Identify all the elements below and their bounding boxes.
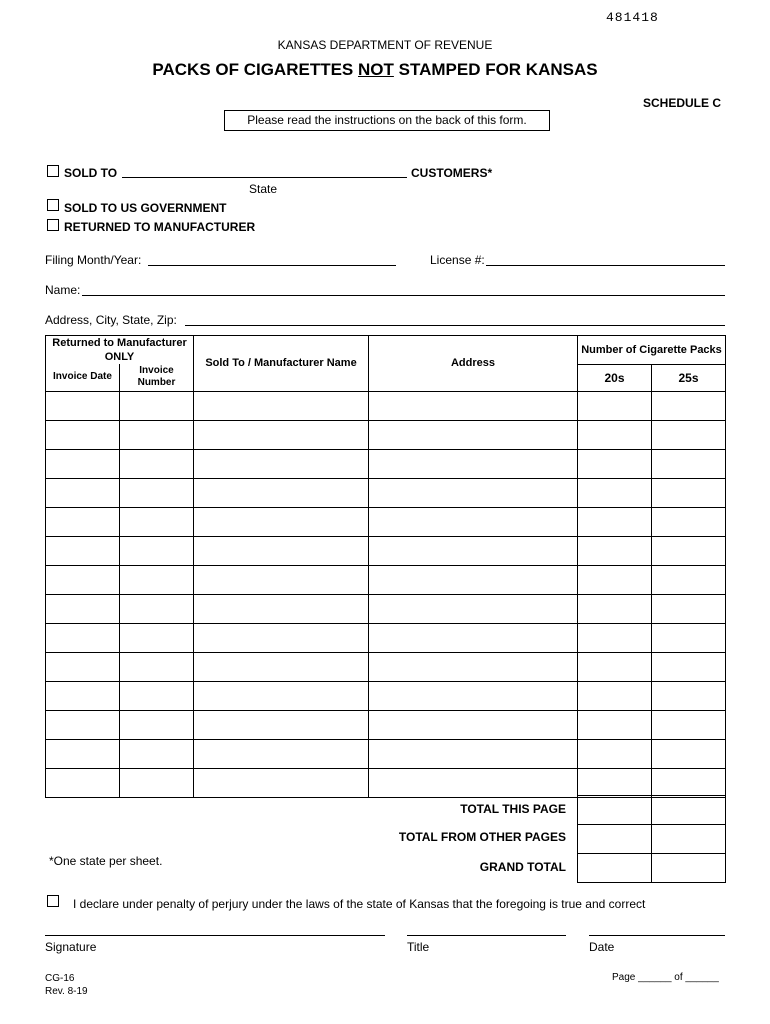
cell[interactable] — [578, 391, 652, 420]
cell[interactable] — [46, 681, 120, 710]
cell[interactable] — [652, 768, 726, 797]
form-title — [0, 60, 750, 80]
cell[interactable] — [652, 507, 726, 536]
table-row — [46, 449, 726, 478]
returned-to-manufacturer-label: RETURNED TO MANUFACTURER — [64, 220, 256, 234]
date-label: Date — [589, 940, 615, 954]
cell[interactable] — [578, 420, 652, 449]
cell[interactable] — [120, 681, 194, 710]
table-row — [46, 420, 726, 449]
page-indicator: Page ______ of ______ — [612, 972, 719, 983]
address-header: Address — [369, 336, 578, 392]
invoice-date-header: Invoice Date — [46, 364, 120, 391]
table-row — [46, 710, 726, 739]
cell[interactable] — [194, 710, 369, 739]
cell[interactable] — [578, 536, 652, 565]
cell[interactable] — [46, 565, 120, 594]
cell[interactable] — [652, 449, 726, 478]
signature-field[interactable] — [45, 935, 385, 936]
table-row — [46, 391, 726, 420]
total-other-pages-label: TOTAL FROM OTHER PAGES — [398, 830, 566, 844]
cell[interactable] — [120, 507, 194, 536]
cell[interactable] — [194, 449, 369, 478]
cell[interactable] — [652, 536, 726, 565]
customers-label: CUSTOMERS* — [411, 166, 493, 180]
cell[interactable] — [120, 449, 194, 478]
totals-table — [577, 795, 726, 883]
declaration-checkbox[interactable] — [47, 895, 59, 907]
address-field[interactable] — [185, 325, 725, 326]
cell[interactable] — [194, 391, 369, 420]
cell[interactable] — [46, 623, 120, 652]
cell[interactable] — [46, 594, 120, 623]
cell[interactable] — [194, 594, 369, 623]
cell[interactable] — [120, 536, 194, 565]
name-field[interactable] — [82, 295, 725, 296]
returned-header: Returned to Manufacturer ONLY — [46, 336, 194, 365]
table-row — [46, 594, 726, 623]
returned-to-manufacturer-checkbox[interactable] — [47, 219, 59, 231]
grand-total-label: GRAND TOTAL — [479, 860, 566, 874]
cell[interactable] — [369, 565, 578, 594]
cell[interactable] — [652, 710, 726, 739]
table-row — [46, 507, 726, 536]
sold-to-us-gov-label: SOLD TO US GOVERNMENT — [64, 201, 227, 215]
cell[interactable] — [369, 623, 578, 652]
cell[interactable] — [652, 478, 726, 507]
title-part2: STAMPED FOR KANSAS — [393, 60, 598, 79]
cell[interactable] — [46, 768, 120, 797]
form-number: CG-16 — [45, 973, 75, 984]
cell[interactable] — [369, 449, 578, 478]
table-row — [46, 681, 726, 710]
cell[interactable] — [652, 681, 726, 710]
cell[interactable] — [194, 420, 369, 449]
filing-month-year-label: Filing Month/Year: — [45, 253, 142, 267]
table-row — [46, 739, 726, 768]
date-field[interactable] — [589, 935, 725, 936]
sold-to-state-field[interactable] — [122, 177, 407, 178]
instructions-note: Please read the instructions on the back of this form. — [224, 110, 550, 131]
cell[interactable] — [46, 420, 120, 449]
cell[interactable] — [120, 623, 194, 652]
col-20s-header: 20s — [578, 364, 652, 391]
cell[interactable] — [120, 710, 194, 739]
cell[interactable] — [194, 739, 369, 768]
cell[interactable] — [120, 478, 194, 507]
license-field[interactable] — [486, 265, 725, 266]
cell[interactable] — [46, 449, 120, 478]
number-of-packs-header: Number of Cigarette Packs — [578, 336, 726, 365]
cell[interactable] — [120, 594, 194, 623]
cell[interactable] — [369, 391, 578, 420]
cell[interactable] — [369, 768, 578, 797]
department-name: KANSAS DEPARTMENT OF REVENUE — [277, 38, 493, 52]
sold-to-name-header: Sold To / Manufacturer Name — [194, 336, 369, 392]
cell[interactable] — [369, 710, 578, 739]
cell[interactable] — [369, 536, 578, 565]
cell[interactable] — [120, 565, 194, 594]
license-label: License #: — [430, 253, 485, 267]
cell[interactable] — [120, 420, 194, 449]
state-caption: State — [249, 182, 278, 196]
schedule-table — [45, 335, 726, 798]
title-label: Title — [407, 940, 430, 954]
cell[interactable] — [120, 739, 194, 768]
cell[interactable] — [369, 507, 578, 536]
cell[interactable] — [369, 681, 578, 710]
cell[interactable] — [194, 536, 369, 565]
cell[interactable] — [46, 739, 120, 768]
invoice-number-header: Invoice Number — [120, 364, 194, 391]
cell[interactable] — [578, 594, 652, 623]
cell[interactable] — [194, 507, 369, 536]
title-not: NOT — [358, 60, 394, 79]
total-this-page-25s[interactable] — [652, 796, 726, 825]
cell[interactable] — [46, 478, 120, 507]
cell[interactable] — [194, 681, 369, 710]
signature-label: Signature — [45, 940, 97, 954]
cell[interactable] — [578, 565, 652, 594]
address-label: Address, City, State, Zip: — [45, 313, 177, 327]
cell[interactable] — [578, 478, 652, 507]
cell[interactable] — [120, 391, 194, 420]
cell[interactable] — [369, 420, 578, 449]
sold-to-label: SOLD TO — [64, 166, 118, 180]
cell[interactable] — [578, 623, 652, 652]
grand-total-25s[interactable] — [652, 854, 726, 883]
schedule-label: SCHEDULE C — [643, 96, 722, 110]
total-other-pages-20s[interactable] — [578, 825, 652, 854]
total-this-page-20s[interactable] — [578, 796, 652, 825]
cell[interactable] — [194, 652, 369, 681]
cell[interactable] — [652, 652, 726, 681]
filing-month-year-field[interactable] — [148, 265, 396, 266]
cell[interactable] — [46, 507, 120, 536]
cell[interactable] — [369, 739, 578, 768]
cell[interactable] — [578, 449, 652, 478]
table-row — [46, 652, 726, 681]
col-25s-header: 25s — [652, 364, 726, 391]
name-label: Name: — [45, 283, 81, 297]
cell[interactable] — [578, 768, 652, 797]
cell[interactable] — [578, 681, 652, 710]
declaration-text: I declare under penalty of perjury under the laws of the state of Kansas that the foregoing is true and correct — [73, 897, 646, 911]
cell[interactable] — [194, 478, 369, 507]
cell[interactable] — [652, 594, 726, 623]
cell[interactable] — [578, 710, 652, 739]
table-row — [46, 768, 726, 797]
total-other-pages-25s[interactable] — [652, 825, 726, 854]
cell[interactable] — [194, 768, 369, 797]
cell[interactable] — [46, 536, 120, 565]
cell[interactable] — [369, 594, 578, 623]
cell[interactable] — [652, 623, 726, 652]
cell[interactable] — [652, 739, 726, 768]
table-row — [46, 478, 726, 507]
cell[interactable] — [578, 507, 652, 536]
total-this-page-label: TOTAL THIS PAGE — [460, 802, 566, 816]
revision: Rev. 8-19 — [45, 986, 88, 997]
title-field[interactable] — [407, 935, 566, 936]
cell[interactable] — [578, 652, 652, 681]
form-id: 481418 — [606, 10, 659, 25]
cell[interactable] — [46, 391, 120, 420]
footnote: *One state per sheet. — [49, 854, 163, 868]
cell[interactable] — [652, 565, 726, 594]
grand-total-20s[interactable] — [578, 854, 652, 883]
cell[interactable] — [120, 652, 194, 681]
sold-to-checkbox[interactable] — [47, 165, 59, 177]
table-row — [46, 536, 726, 565]
table-row — [46, 565, 726, 594]
cell[interactable] — [194, 623, 369, 652]
cell[interactable] — [46, 652, 120, 681]
cell[interactable] — [369, 652, 578, 681]
cell[interactable] — [120, 768, 194, 797]
cell[interactable] — [652, 391, 726, 420]
title-part1: PACKS OF CIGARETTES — [152, 60, 358, 79]
cell[interactable] — [578, 739, 652, 768]
sold-to-us-gov-checkbox[interactable] — [47, 199, 59, 211]
cell[interactable] — [46, 710, 120, 739]
table-row — [46, 623, 726, 652]
cell[interactable] — [652, 420, 726, 449]
cell[interactable] — [194, 565, 369, 594]
cell[interactable] — [369, 478, 578, 507]
